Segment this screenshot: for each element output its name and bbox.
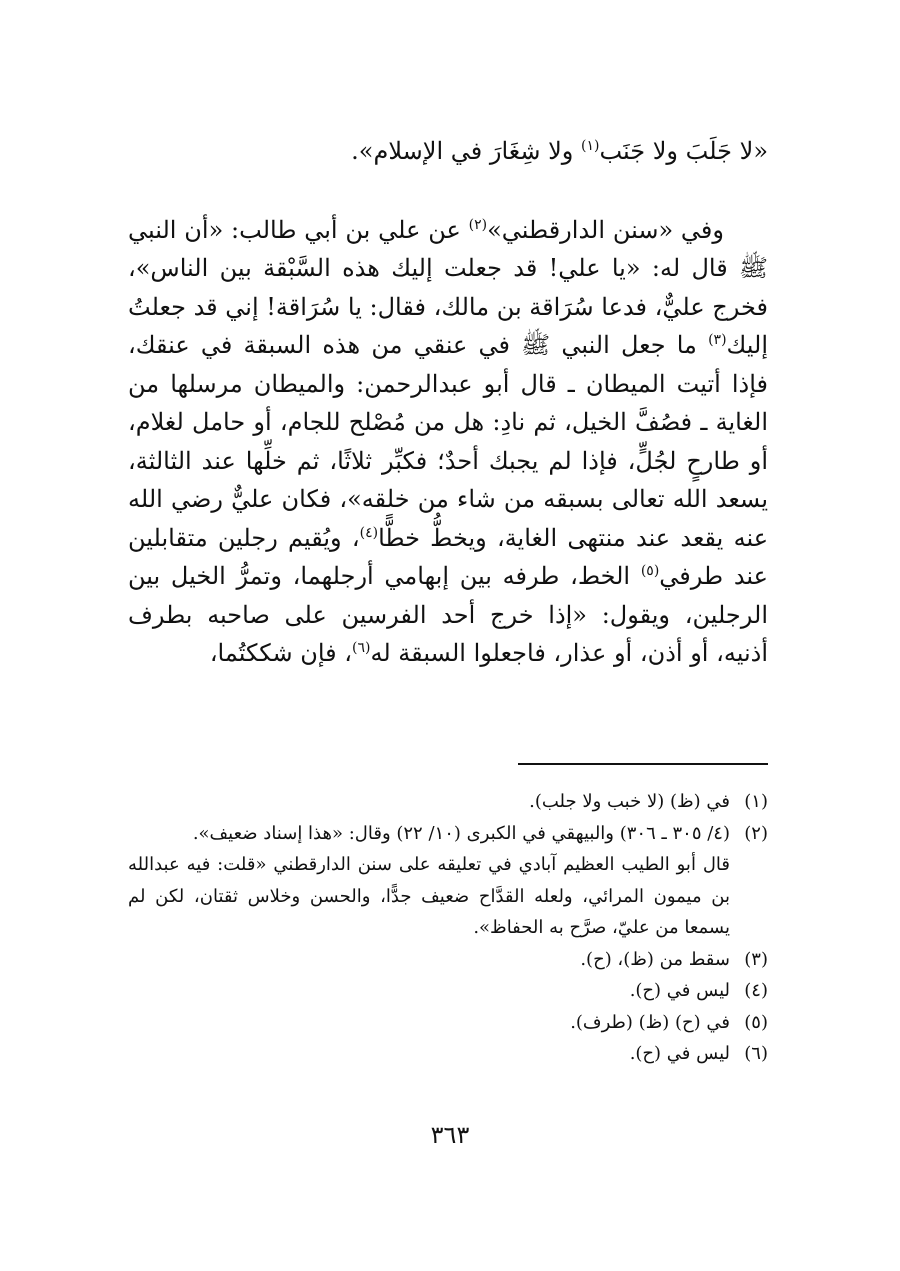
footnote-item xyxy=(128,944,768,976)
footnote-text: سقط من (ظ)، (ح). xyxy=(580,948,730,970)
footnote-ref[interactable]: (٣) xyxy=(708,332,727,348)
footnote-number: (٥) xyxy=(744,1011,768,1033)
footnote-ref[interactable]: (١) xyxy=(581,138,600,154)
footnote-text: (٤/ ٣٠٥ ـ ٣٠٦) والبيهقي في الكبرى (١٠/ ٢٢) وقال: «هذا إسناد ضعيف». xyxy=(192,822,730,844)
text-run: «لا جَلَبَ ولا جَنَب xyxy=(599,137,768,165)
footnote-ref[interactable]: (٦) xyxy=(352,640,371,656)
text-run: ما جعل النبي ﷺ في عنقي من هذه السبقة في عنقك، فإذا أتيت الميطان ـ قال أبو عبدالرحمن: والميطان مرسلها من الغاية ـ فصُفَّ الخيل، ثم نادِ: هل من مُصْلح للجام، أو حامل لغلام، أو طارحٍ لجُلٍّ، فإذا لم يجبك أحدٌ؛ فكبِّر ثلاثًا، ثم خلِّها عند الثالثة، يسعد الله تعالى بسبقه من شاء من خلقه»، فكان عليٌّ رضي الله عنه يقعد عند منتهى الغاية، ويخطُّ خطًّا xyxy=(128,331,769,552)
text-run: ، فإن شككتُما، xyxy=(209,639,353,667)
footnote-text: في (ظ) (لا خبب ولا جلب). xyxy=(529,791,730,812)
footnote-number: (٣) xyxy=(744,948,768,970)
footnote-number: (٤) xyxy=(744,980,768,1001)
footnotes xyxy=(128,786,768,1070)
footnote-item xyxy=(128,786,768,818)
footnote-text: ليس في (ح). xyxy=(629,1043,730,1064)
footnote-item xyxy=(128,1007,768,1039)
text-run: الخط، طرفه بين إبهامي أرجلهما، وتمرُّ الخيل بين الرجلين، ويقول: «إذا خرج أحد الفرسين على صاحبه بطرف أذنيه، أو أذن، أو عذار، فاجعلوا السبقة له xyxy=(128,562,768,667)
paragraph-darqutni xyxy=(128,211,768,673)
footnote-item xyxy=(128,975,768,1007)
footnote-ref[interactable]: (٤) xyxy=(359,524,379,541)
page-number: ٣٦٣ xyxy=(430,1121,470,1149)
main-text xyxy=(128,132,768,673)
paragraph-hadith xyxy=(128,132,768,171)
footnote-continuation: قال أبو الطيب العظيم آبادي في تعليقه على سنن الدارقطني «قلت: فيه عبدالله بن ميمون المرائي، ولعله القدَّاح ضعيف جدًّا، والحسن وخلاس ثقتان، لكن لم يسمعا من عليّ، صرَّح به الحفاظ». xyxy=(128,854,730,938)
text-run: ولا شِغَارَ في الإسلام». xyxy=(351,137,581,165)
text-run: وفي «سنن الدارقطني» xyxy=(487,215,724,244)
footnote-number: (٦) xyxy=(744,1043,768,1064)
footnote-divider xyxy=(518,763,768,765)
text-run: عن علي بن أبي طالب: «أن النبي ﷺ قال له: «يا علي! قد جعلت إليك هذه السَّبْقة بين الناس»، فخرج عليٌّ، فدعا سُرَاقة بن مالك، فقال: يا سُرَاقة! إني قد جعلتُ إليك xyxy=(128,215,769,359)
footnote-number: (٢) xyxy=(744,822,768,844)
footnote-item xyxy=(128,1038,768,1070)
footnote-text: في (ح) (ظ) (طرف). xyxy=(570,1011,730,1033)
footnote-text: ليس في (ح). xyxy=(629,980,730,1001)
footnote-item xyxy=(128,818,768,850)
footnote-number: (١) xyxy=(744,791,768,812)
footnote-ref[interactable]: (٢) xyxy=(468,216,488,233)
footnote-ref[interactable]: (٥) xyxy=(640,563,660,579)
text-run: ، ويُقيم رجلين متقابلين عند طرفي xyxy=(128,523,768,590)
